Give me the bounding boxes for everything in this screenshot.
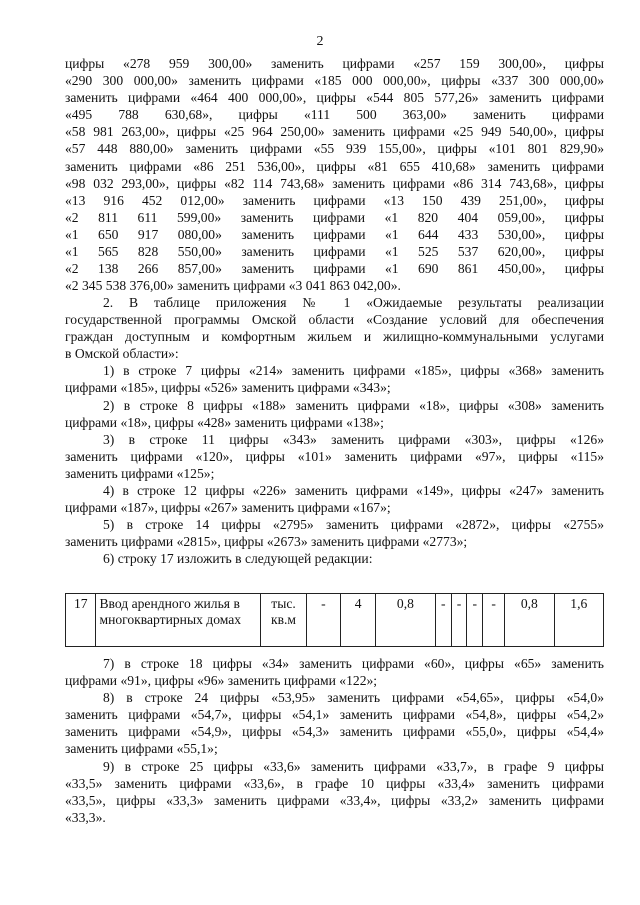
- text-line: 6) строку 17 изложить в следующей редакции:: [103, 551, 373, 567]
- text-line: в Омской области»:: [65, 346, 179, 362]
- value-cell: -: [451, 594, 467, 647]
- paragraph-amounts: [65, 55, 604, 294]
- paragraph-rows-18-25: [65, 655, 604, 826]
- text-line: «13 916 452 012,00» заменить цифрами «13 150 439 251,00», цифры: [65, 192, 604, 208]
- text-line: 4) в строке 12 цифры «226» заменить цифрами «149», цифры «247» заменить: [103, 483, 604, 499]
- text-line: граждан доступным и комфортным жильем и жилищно-коммунальными услугами: [65, 329, 604, 345]
- text-line: «2 345 538 376,00» заменить цифрами «3 041 863 042,00».: [65, 278, 401, 294]
- value-cell: 0,8: [375, 594, 435, 647]
- text-line: 5) в строке 14 цифры «2795» заменить цифрами «2872», цифры «2755»: [103, 517, 604, 533]
- text-line: цифры «278 959 300,00» заменить цифрами «257 159 300,00», цифры: [65, 56, 604, 71]
- text-line: 8) в строке 24 цифры «53,95» заменить цифрами «54,65», цифры «54,0»: [103, 690, 604, 706]
- value-cell: 4: [341, 594, 376, 647]
- value-cell: -: [306, 594, 341, 647]
- text-line: заменить цифрами «86 251 536,00», цифры «81 655 410,68» заменить цифрами: [65, 158, 604, 174]
- text-line: цифрами «18», цифры «428» заменить цифрами «138»;: [65, 414, 384, 430]
- text-line: цифрами «187», цифры «267» заменить цифрами «167»;: [65, 500, 391, 516]
- text-line: «2 138 266 857,00» заменить цифрами «1 690 861 450,00», цифры: [65, 261, 604, 277]
- value-cell: -: [483, 594, 505, 647]
- text-line: заменить цифрами «2815», цифры «2673» заменить цифрами «2773»;: [65, 534, 468, 550]
- text-line: 9) в строке 25 цифры «33,6» заменить цифрами «33,7», в графе 9 цифры: [103, 758, 604, 774]
- value-cell: 1,6: [554, 594, 603, 647]
- row-number-cell: 17: [66, 594, 96, 647]
- paragraph-appendix-table: [65, 294, 604, 568]
- text-line: цифрами «91», цифры «96» заменить цифрами «122»;: [65, 673, 378, 689]
- text-line: 3) в строке 11 цифры «343» заменить цифрами «303», цифры «126»: [103, 431, 604, 447]
- value-cell: -: [435, 594, 451, 647]
- text-line: «57 448 880,00» заменить цифрами «55 939 155,00», цифры «101 801 829,90»: [65, 141, 604, 157]
- text-line: «2 811 611 599,00» заменить цифрами «1 820 404 059,00», цифры: [65, 209, 604, 225]
- text-line: «495 788 630,68», цифры «111 500 363,00» заменить цифрами: [65, 107, 604, 123]
- text-line: цифрами «185», цифры «526» заменить цифрами «343»;: [65, 380, 391, 396]
- page-number: 2: [316, 34, 324, 49]
- text-line: заменить цифрами «464 400 000,00», цифры «544 805 577,26» заменить цифрами: [65, 90, 604, 106]
- text-line: заменить цифрами «54,7», цифры «54,1» заменить цифрами «54,8», цифры «54,2»: [65, 707, 604, 723]
- text-line: «33,5» заменить цифрами «33,6», в графе 10 цифры «33,4» заменить цифрами: [65, 775, 604, 791]
- text-line: «33,3».: [65, 809, 106, 825]
- text-line: заменить цифрами «125»;: [65, 465, 215, 481]
- unit-cell: тыс. кв.м: [261, 594, 306, 647]
- text-line: заменить цифрами «54,9», цифры «54,3» заменить цифрами «55,0», цифры «54,4»: [65, 724, 604, 740]
- text-line: 2) в строке 8 цифры «188» заменить цифрами «18», цифры «308» заменить: [103, 397, 604, 413]
- text-line: «98 032 293,00», цифры «82 114 743,68» заменить цифрами «86 314 743,68», цифры: [65, 175, 604, 191]
- text-line: заменить цифрами «55,1»;: [65, 741, 218, 757]
- table-row: [66, 594, 604, 647]
- text-line: «58 981 263,00», цифры «25 964 250,00» заменить цифрами «25 949 540,00», цифры: [65, 124, 604, 140]
- text-line: 2. В таблице приложения № 1 «Ожидаемые результаты реализации: [103, 295, 604, 310]
- value-cell: 0,8: [505, 594, 554, 647]
- text-line: государственной программы Омской области «Создание условий для обеспечения: [65, 312, 604, 328]
- text-line: «1 650 917 080,00» заменить цифрами «1 644 433 530,00», цифры: [65, 226, 604, 242]
- value-cell: -: [467, 594, 483, 647]
- text-line: 1) в строке 7 цифры «214» заменить цифрами «185», цифры «368» заменить: [103, 363, 604, 379]
- text-line: 7) в строке 18 цифры «34» заменить цифрами «60», цифры «65» заменить: [103, 656, 604, 671]
- text-line: «290 300 000,00» заменить цифрами «185 000 000,00», цифры «337 300 000,00»: [65, 73, 604, 89]
- text-line: «1 565 828 550,00» заменить цифрами «1 525 537 620,00», цифры: [65, 244, 604, 260]
- indicator-name-cell: Ввод арендного жилья в многоквартирных домах: [96, 594, 261, 647]
- text-line: заменить цифрами «120», цифры «101» заменить цифрами «97», цифры «115»: [65, 448, 604, 464]
- text-line: «33,5», цифры «33,3» заменить цифрами «33,4», цифры «33,2» заменить цифрами: [65, 792, 604, 808]
- row-17-table: [65, 593, 604, 647]
